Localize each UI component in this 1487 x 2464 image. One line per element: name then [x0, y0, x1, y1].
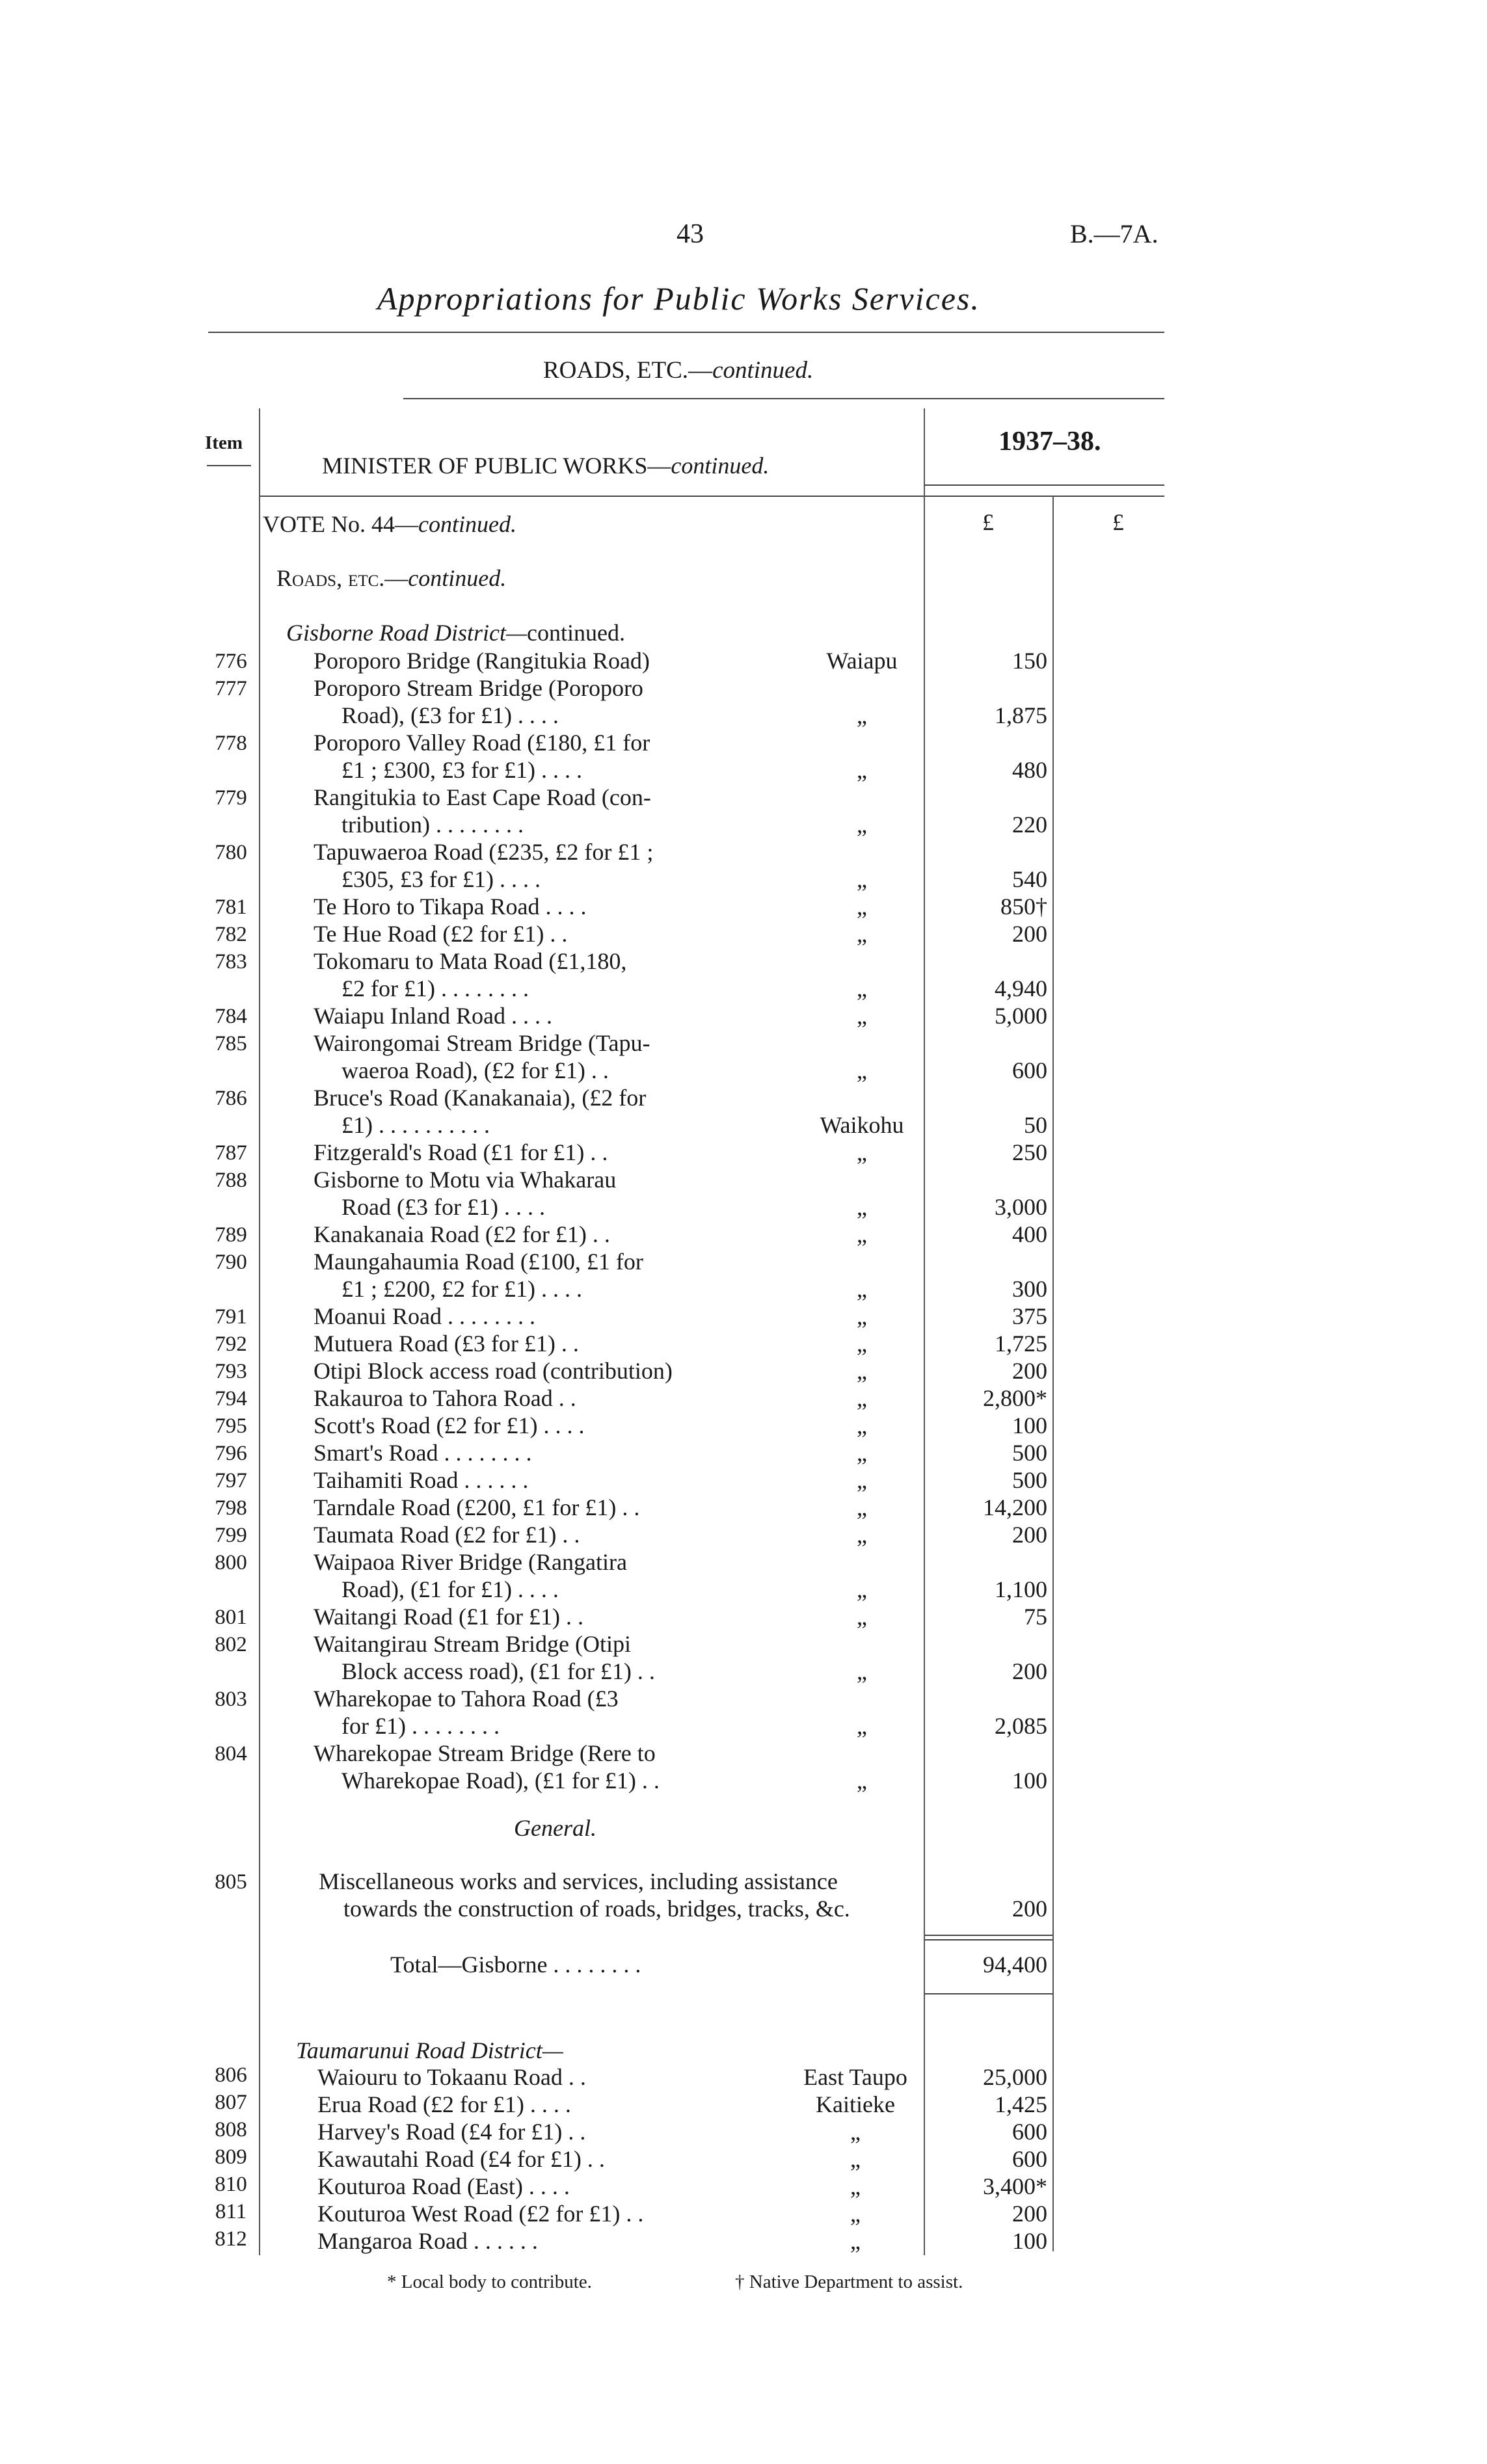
county-name: „: [850, 2119, 861, 2145]
item-number: 794: [215, 1387, 247, 1411]
item-number: 811: [215, 2200, 247, 2223]
road-description-cont: Road (£3 for £1) . . . .: [342, 1194, 545, 1220]
county-name: „: [857, 702, 867, 728]
road-description-cont: £2 for £1) . . . . . . . .: [342, 975, 529, 1001]
county-name: „: [857, 1221, 867, 1247]
county-name: „: [857, 757, 867, 783]
item-number: 807: [215, 2091, 247, 2114]
item-number: 778: [215, 732, 247, 755]
road-description: Wharekopae Stream Bridge (Rere to: [314, 1740, 656, 1766]
item-number: 785: [215, 1032, 247, 1055]
road-description-cont: tribution) . . . . . . . .: [342, 812, 524, 838]
item-number: 800: [215, 1551, 247, 1574]
road-description: Scott's Road (£2 for £1) . . . .: [314, 1412, 585, 1438]
amount: 1,875: [995, 702, 1047, 728]
road-description: Waiouru to Tokaanu Road . .: [317, 2064, 586, 2090]
gisborne-heading: [286, 619, 625, 646]
total-gisborne-label: Total—Gisborne . . . . . . . .: [390, 1952, 641, 1978]
amount: 100: [1012, 1768, 1047, 1794]
item-number: 795: [215, 1414, 247, 1438]
roads-main: Roads, etc.—: [276, 565, 409, 591]
page-number: 43: [677, 219, 704, 249]
amount: 220: [1012, 812, 1047, 838]
county-name: „: [850, 2201, 861, 2227]
total-top-rule-1: [925, 1935, 1052, 1936]
road-description: Kawautahi Road (£4 for £1) . .: [317, 2146, 605, 2172]
road-description: Poroporo Valley Road (£180, £1 for: [314, 730, 650, 756]
general-heading: General.: [514, 1815, 596, 1841]
year-header: 1937–38.: [998, 427, 1101, 457]
county-name: „: [857, 812, 867, 838]
amount: 200: [1012, 1658, 1047, 1684]
amount: 3,400*: [983, 2173, 1047, 2199]
general-description-line1: Miscellaneous works and services, including assistance: [319, 1868, 838, 1894]
amount: 600: [1012, 2119, 1047, 2145]
item-number: 812: [215, 2227, 247, 2251]
road-description-cont: Wharekopae Road), (£1 for £1) . .: [342, 1768, 660, 1794]
road-description: Te Horo to Tikapa Road . . . .: [314, 894, 587, 920]
general-amount: 200: [1012, 1896, 1047, 1922]
county-name: „: [857, 1358, 867, 1384]
item-number: 786: [215, 1087, 247, 1110]
road-description: Gisborne to Motu via Whakarau: [314, 1167, 617, 1193]
road-description-cont: £1) . . . . . . . . . .: [342, 1112, 490, 1138]
road-description: Smart's Road . . . . . . . .: [314, 1440, 532, 1466]
road-description: Mangaroa Road . . . . . .: [317, 2228, 538, 2254]
road-description: Otipi Block access road (contribution): [314, 1358, 673, 1384]
road-description: Wharekopae to Tahora Road (£3: [314, 1686, 619, 1712]
amount: 150: [1012, 648, 1047, 674]
amount: 5,000: [995, 1003, 1047, 1029]
county-name: East Taupo: [803, 2064, 907, 2090]
amount: 4,940: [995, 975, 1047, 1001]
road-description-cont: waeroa Road), (£2 for £1) . .: [342, 1057, 609, 1083]
amount: 375: [1012, 1303, 1047, 1329]
item-number: 809: [215, 2145, 247, 2169]
footnote-native-department: † Native Department to assist.: [735, 2272, 963, 2292]
item-number: 808: [215, 2118, 247, 2141]
item-number: 791: [215, 1305, 247, 1329]
gisborne-cont: continued.: [527, 620, 625, 646]
county-name: „: [857, 1412, 867, 1438]
amount: 250: [1012, 1139, 1047, 1165]
road-description: Mutuera Road (£3 for £1) . .: [314, 1331, 579, 1357]
road-description: Kanakanaia Road (£2 for £1) . .: [314, 1221, 610, 1247]
item-number: 781: [215, 895, 247, 919]
minister-heading: [322, 452, 769, 479]
road-description-cont: Block access road), (£1 for £1) . .: [342, 1658, 655, 1684]
county-name: Waikohu: [820, 1112, 904, 1138]
road-description: Maungahaumia Road (£100, £1 for: [314, 1249, 643, 1275]
subtitle-rule: [403, 398, 1164, 399]
total-bottom-rule: [925, 1993, 1052, 1994]
item-number: 779: [215, 786, 247, 810]
county-name: „: [857, 921, 867, 947]
amount: 50: [1024, 1112, 1047, 1138]
amount: 400: [1012, 1221, 1047, 1247]
vote-heading: [263, 510, 516, 538]
county-name: Kaitieke: [816, 2091, 895, 2117]
item-number: 776: [215, 650, 247, 673]
road-description: Waitangi Road (£1 for £1) . .: [314, 1604, 584, 1630]
item-number: 790: [215, 1251, 247, 1274]
title-rule: [208, 332, 1164, 333]
vote-main: VOTE No. 44—: [263, 511, 418, 537]
item-number: 783: [215, 950, 247, 974]
county-name: „: [857, 1494, 867, 1520]
road-description: Rakauroa to Tahora Road . .: [314, 1385, 576, 1411]
county-name: „: [857, 1713, 867, 1739]
year-rule: [924, 484, 1164, 486]
amount: 500: [1012, 1440, 1047, 1466]
subtitle-main: ROADS, ETC.—: [543, 357, 713, 384]
section-subtitle: [543, 356, 813, 384]
minister-main: MINISTER OF PUBLIC WORKS—: [322, 453, 671, 479]
road-description: Waitangirau Stream Bridge (Otipi: [314, 1631, 631, 1657]
item-number: 801: [215, 1606, 247, 1629]
road-description: Rangitukia to East Cape Road (con-: [314, 784, 651, 810]
county-name: „: [850, 2228, 861, 2254]
item-number: 806: [215, 2063, 247, 2087]
amount: 75: [1024, 1604, 1047, 1630]
item-number: 788: [215, 1169, 247, 1192]
item-number: 804: [215, 1742, 247, 1766]
county-name: „: [857, 1057, 867, 1083]
amount: 200: [1012, 1358, 1047, 1384]
item-number: 787: [215, 1141, 247, 1165]
road-description-cont: for £1) . . . . . . . .: [342, 1713, 500, 1739]
road-description: Waiapu Inland Road . . . .: [314, 1003, 553, 1029]
item-number: 802: [215, 1633, 247, 1656]
total-top-rule-2: [925, 1939, 1052, 1941]
road-description: Tokomaru to Mata Road (£1,180,: [314, 948, 627, 974]
amount: 540: [1012, 866, 1047, 892]
footnote-local-body: * Local body to contribute.: [387, 2272, 592, 2292]
pound-sign-1: £: [982, 509, 994, 535]
road-description-cont: Road), (£3 for £1) . . . .: [342, 702, 559, 728]
amount: 14,200: [983, 1494, 1047, 1520]
taumarunui-heading: Taumarunui Road District—: [296, 2037, 563, 2063]
county-name: „: [857, 1768, 867, 1794]
amount: 100: [1012, 1412, 1047, 1438]
road-description: Te Hue Road (£2 for £1) . .: [314, 921, 568, 947]
amount: 600: [1012, 1057, 1047, 1083]
amount: 1,100: [995, 1576, 1047, 1602]
header-bottom-rule: [260, 496, 1164, 497]
roads-heading: [276, 564, 506, 592]
amount: 480: [1012, 757, 1047, 783]
amount: 2,800*: [983, 1385, 1047, 1411]
county-name: „: [857, 1467, 867, 1493]
county-name: „: [857, 1604, 867, 1630]
amount: 3,000: [995, 1194, 1047, 1220]
item-number: 784: [215, 1005, 247, 1028]
road-description-cont: £1 ; £200, £2 for £1) . . . .: [342, 1276, 582, 1302]
road-description-cont: £305, £3 for £1) . . . .: [342, 866, 541, 892]
county-name: „: [857, 1576, 867, 1602]
road-description-cont: Road), (£1 for £1) . . . .: [342, 1576, 559, 1602]
road-description: Tapuwaeroa Road (£235, £2 for £1 ;: [314, 839, 654, 865]
item-number: 777: [215, 677, 247, 700]
amount: 25,000: [983, 2064, 1047, 2090]
county-name: „: [857, 1522, 867, 1548]
document-code: B.—7A.: [1070, 219, 1159, 248]
county-name: „: [857, 866, 867, 892]
item-number-805: 805: [215, 1870, 247, 1894]
road-description: Moanui Road . . . . . . . .: [314, 1303, 535, 1329]
amount: 1,725: [995, 1331, 1047, 1357]
pound-sign-2: £: [1112, 509, 1124, 535]
page-title: Appropriations for Public Works Services.: [377, 280, 980, 317]
road-description: Poroporo Stream Bridge (Poroporo: [314, 675, 643, 701]
road-description: Waipaoa River Bridge (Rangatira: [314, 1549, 627, 1575]
minister-cont: continued.: [671, 453, 770, 479]
county-name: „: [857, 1440, 867, 1466]
amount: 200: [1012, 1522, 1047, 1548]
item-number: 793: [215, 1360, 247, 1383]
gisborne-main: Gisborne Road District—: [286, 620, 528, 646]
county-name: „: [857, 1658, 867, 1684]
item-number: 789: [215, 1223, 247, 1247]
road-description-cont: £1 ; £300, £3 for £1) . . . .: [342, 757, 582, 783]
item-number: 780: [215, 841, 247, 864]
amount: 300: [1012, 1276, 1047, 1302]
road-description: Poroporo Bridge (Rangitukia Road): [314, 648, 650, 674]
item-number: 797: [215, 1469, 247, 1492]
county-name: „: [850, 2146, 861, 2172]
amount: 100: [1012, 2228, 1047, 2254]
county-name: Waiapu: [826, 648, 898, 674]
county-name: „: [857, 1385, 867, 1411]
road-description: Taumata Road (£2 for £1) . .: [314, 1522, 580, 1548]
road-description: Kouturoa West Road (£2 for £1) . .: [317, 2201, 644, 2227]
road-description: Bruce's Road (Kanakanaia), (£2 for: [314, 1085, 647, 1111]
road-description: Taihamiti Road . . . . . .: [314, 1467, 529, 1493]
county-name: „: [850, 2173, 861, 2199]
road-description: Erua Road (£2 for £1) . . . .: [317, 2091, 571, 2117]
column-rule-amount-right: [1052, 496, 1054, 2251]
item-number: 799: [215, 1524, 247, 1547]
item-header-rule: [207, 465, 251, 466]
roads-cont: continued.: [408, 565, 507, 591]
road-description: Harvey's Road (£4 for £1) . .: [317, 2119, 586, 2145]
amount: 500: [1012, 1467, 1047, 1493]
county-name: „: [857, 1331, 867, 1357]
amount: 200: [1012, 921, 1047, 947]
item-number: 810: [215, 2173, 247, 2196]
general-description-line2: towards the construction of roads, bridges, tracks, &c.: [343, 1896, 850, 1922]
amount: 600: [1012, 2146, 1047, 2172]
road-description: Wairongomai Stream Bridge (Tapu-: [314, 1030, 650, 1056]
total-gisborne-amount: 94,400: [983, 1952, 1047, 1978]
county-name: „: [857, 975, 867, 1001]
amount: 200: [1012, 2201, 1047, 2227]
item-number: 782: [215, 923, 247, 946]
county-name: „: [857, 1139, 867, 1165]
county-name: „: [857, 1003, 867, 1029]
item-number: 796: [215, 1442, 247, 1465]
vote-cont: continued.: [418, 511, 516, 537]
road-description: Kouturoa Road (East) . . . .: [317, 2173, 570, 2199]
county-name: „: [857, 1194, 867, 1220]
road-description: Tarndale Road (£200, £1 for £1) . .: [314, 1494, 640, 1520]
amount: 850†: [1000, 894, 1047, 920]
item-number: 792: [215, 1332, 247, 1356]
county-name: „: [857, 1303, 867, 1329]
item-number: 798: [215, 1496, 247, 1520]
county-name: „: [857, 894, 867, 920]
amount: 2,085: [995, 1713, 1047, 1739]
county-name: „: [857, 1276, 867, 1302]
subtitle-cont: continued.: [712, 357, 814, 384]
amount: 1,425: [995, 2091, 1047, 2117]
item-number: 803: [215, 1688, 247, 1711]
item-column-header: Item: [205, 432, 243, 453]
road-description: Fitzgerald's Road (£1 for £1) . .: [314, 1139, 608, 1165]
